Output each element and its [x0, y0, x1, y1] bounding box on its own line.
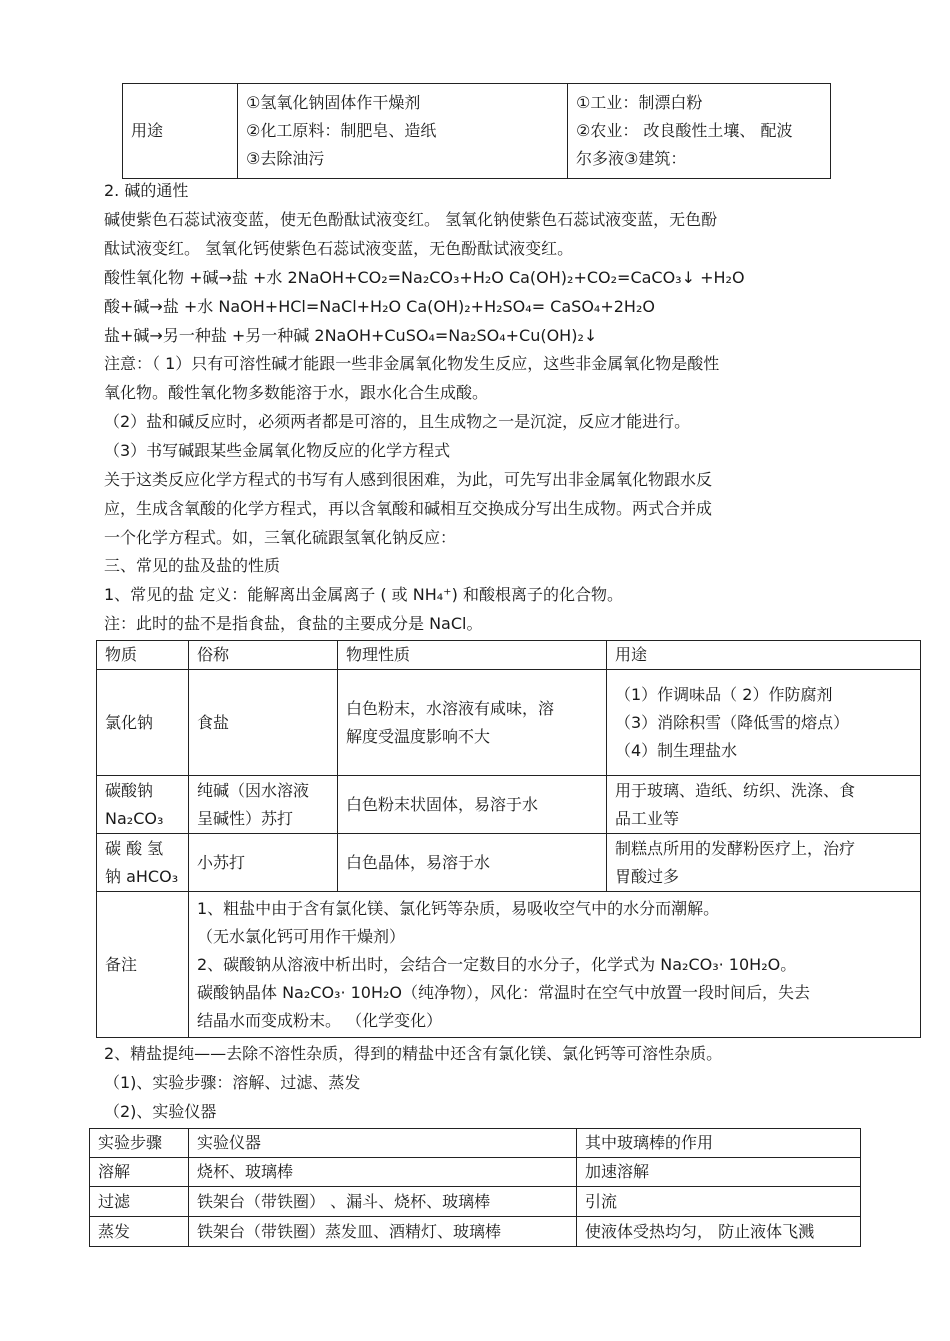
table-cell [607, 834, 921, 892]
table-cell: 铁架台（带铁圈）蒸发皿、酒精灯、玻璃棒 [189, 1217, 577, 1247]
header-glass-rod-role: 其中玻璃棒的作用 [577, 1129, 861, 1158]
table-cell: 加速溶解 [577, 1158, 861, 1187]
text-line: 注意：（ 1）只有可溶性碱才能跟一些非金属氧化物发生反应，这些非金属氧化物是酸性 [104, 354, 720, 373]
uses-label: 用途 [123, 84, 238, 179]
equation-line: 酸性氧化物 +碱→盐 +水 2NaOH+CO₂=Na₂CO₃+H₂O Ca(OH)₂+CO₂=CaCO₃↓ +H₂O [104, 268, 745, 287]
substance-formula: 钠 aHCO₃ [105, 866, 179, 886]
table-cell [607, 776, 921, 834]
header-common-name: 俗称 [189, 641, 338, 670]
text-line: （2)、实验仪器 [104, 1102, 217, 1121]
table-cell [189, 670, 338, 776]
note-content [189, 892, 921, 1038]
caoh2-uses [568, 84, 831, 179]
table-cell [607, 670, 921, 776]
salt-table [96, 640, 921, 1038]
phys-line: 白色晶体，易溶于水 [346, 852, 491, 872]
caoh2-use-2: ②农业： 改良酸性土壤、 配波 [576, 121, 793, 140]
table-cell [338, 776, 607, 834]
caoh2-use-3: 尔多液③建筑： [576, 149, 687, 168]
table-cell: 过滤 [90, 1187, 189, 1217]
table-cell [338, 670, 607, 776]
table-cell [97, 670, 189, 776]
phys-line: 解度受温度影响不大 [346, 726, 491, 746]
equation-line: 酸+碱→盐 +水 NaOH+HCl=NaCl+H₂O Ca(OH)₂+H₂SO₄= CaSO₄+2H₂O [104, 297, 655, 316]
use-line: （4）制生理盐水 [615, 740, 738, 760]
naoh-use-2: ②化工原料：制肥皂、造纸 [246, 121, 437, 140]
note-label: 备注 [97, 892, 189, 1038]
table-cell [97, 834, 189, 892]
phys-line: 白色粉末，水溶液有咸味，溶 [346, 698, 555, 718]
header-instruments: 实验仪器 [189, 1129, 577, 1158]
uses-table [122, 83, 831, 179]
naoh-uses [238, 84, 568, 179]
text-line: （1)、实验步骤：溶解、过滤、蒸发 [104, 1073, 361, 1092]
table-cell [97, 776, 189, 834]
text-line: 碱使紫色石蕊试液变蓝，使无色酚酞试液变红。 氢氧化钠使紫色石蕊试液变蓝，无色酚 [104, 210, 718, 229]
substance-name: 氯化钠 [105, 712, 154, 732]
table-cell: 溶解 [90, 1158, 189, 1187]
table-cell: 烧杯、玻璃棒 [189, 1158, 577, 1187]
use-line: 用于玻璃、造纸、纺织、洗涤、食 [615, 780, 856, 800]
naoh-use-3: ③去除油污 [246, 149, 325, 168]
common-name: 纯碱（因水溶液 [197, 780, 310, 800]
substance-formula: Na₂CO₃ [105, 808, 164, 828]
table-cell [338, 834, 607, 892]
note-line: 2、碳酸钠从溶液中析出时，会结合一定数目的水分子，化学式为 Na₂CO₃· 10H₂O。 [197, 954, 797, 974]
text-line: 关于这类反应化学方程式的书写有人感到很困难，为此，可先写出非金属氧化物跟水反 [104, 470, 713, 489]
section-title-purification: 2、精盐提纯——去除不溶性杂质，得到的精盐中还含有氯化镁、氯化钙等可溶性杂质。 [104, 1044, 723, 1063]
note-line: （无水氯化钙可用作干燥剂） [197, 926, 406, 946]
note-line: 碳酸钠晶体 Na₂CO₃· 10H₂O（纯净物），风化：常温时在空气中放置一段时间后，失去 [197, 982, 811, 1002]
common-name: 小苏打 [197, 852, 246, 872]
text-line: 一个化学方程式。如，三氧化硫跟氢氧化钠反应： [104, 528, 457, 547]
equation-line: 盐+碱→另一种盐 +另一种碱 2NaOH+CuSO₄=Na₂SO₄+Cu(OH)₂↓ [104, 326, 598, 345]
text-line: 应，生成含氧酸的化学方程式，再以含氧酸和碱相互交换成分写出生成物。两式合并成 [104, 499, 713, 518]
use-line: 制糕点所用的发酵粉医疗上，治疗 [615, 838, 856, 858]
note-line: 结晶水而变成粉末。 （化学变化） [197, 1010, 443, 1030]
text-line: 1、常见的盐 定义：能解离出金属离子 ( 或 NH₄⁺) 和酸根离子的化合物。 [104, 585, 623, 604]
header-step: 实验步骤 [90, 1129, 189, 1158]
text-line: 氧化物。酸性氧化物多数能溶于水，跟水化合生成酸。 [104, 383, 489, 402]
common-name: 呈碱性）苏打 [197, 808, 294, 828]
note-line: 1、粗盐中由于含有氯化镁、氯化钙等杂质，易吸收空气中的水分而潮解。 [197, 898, 720, 918]
caoh2-use-1: ①工业：制漂白粉 [576, 93, 703, 112]
text-line: 注：此时的盐不是指食盐，食盐的主要成分是 NaCl。 [104, 614, 483, 633]
table-cell [189, 776, 338, 834]
use-line: 品工业等 [615, 808, 680, 828]
text-line: 酞试液变红。 氢氧化钙使紫色石蕊试液变蓝，无色酚酞试液变红。 [104, 239, 574, 258]
header-physical-properties: 物理性质 [338, 641, 607, 670]
table-cell: 铁架台（带铁圈） 、漏斗、烧杯、玻璃棒 [189, 1187, 577, 1217]
common-name: 食盐 [197, 712, 230, 732]
table-cell: 引流 [577, 1187, 861, 1217]
substance-name: 碳酸钠 [105, 780, 154, 800]
use-line: 胃酸过多 [615, 866, 680, 886]
table-cell [189, 834, 338, 892]
use-line: （3）消除积雪（降低雪的熔点） [615, 712, 850, 732]
table-cell: 使液体受热均匀， 防止液体飞溅 [577, 1217, 861, 1247]
naoh-use-1: ①氢氧化钠固体作干燥剂 [246, 93, 421, 112]
header-substance: 物质 [97, 641, 189, 670]
table-cell: 蒸发 [90, 1217, 189, 1247]
text-line: （3）书写碱跟某些金属氧化物反应的化学方程式 [104, 441, 451, 460]
header-uses: 用途 [607, 641, 921, 670]
substance-name: 碳 酸 氢 [105, 838, 164, 858]
text-line: （2）盐和碱反应时，必须两者都是可溶的，且生成物之一是沉淀，反应才能进行。 [104, 412, 691, 431]
instrument-table [89, 1128, 861, 1247]
section-title-salts: 三、常见的盐及盐的性质 [104, 556, 281, 575]
use-line: （1）作调味品（ 2）作防腐剂 [615, 684, 833, 704]
section-title-base-properties: 2. 碱的通性 [104, 181, 189, 200]
phys-line: 白色粉末状固体，易溶于水 [346, 794, 539, 814]
